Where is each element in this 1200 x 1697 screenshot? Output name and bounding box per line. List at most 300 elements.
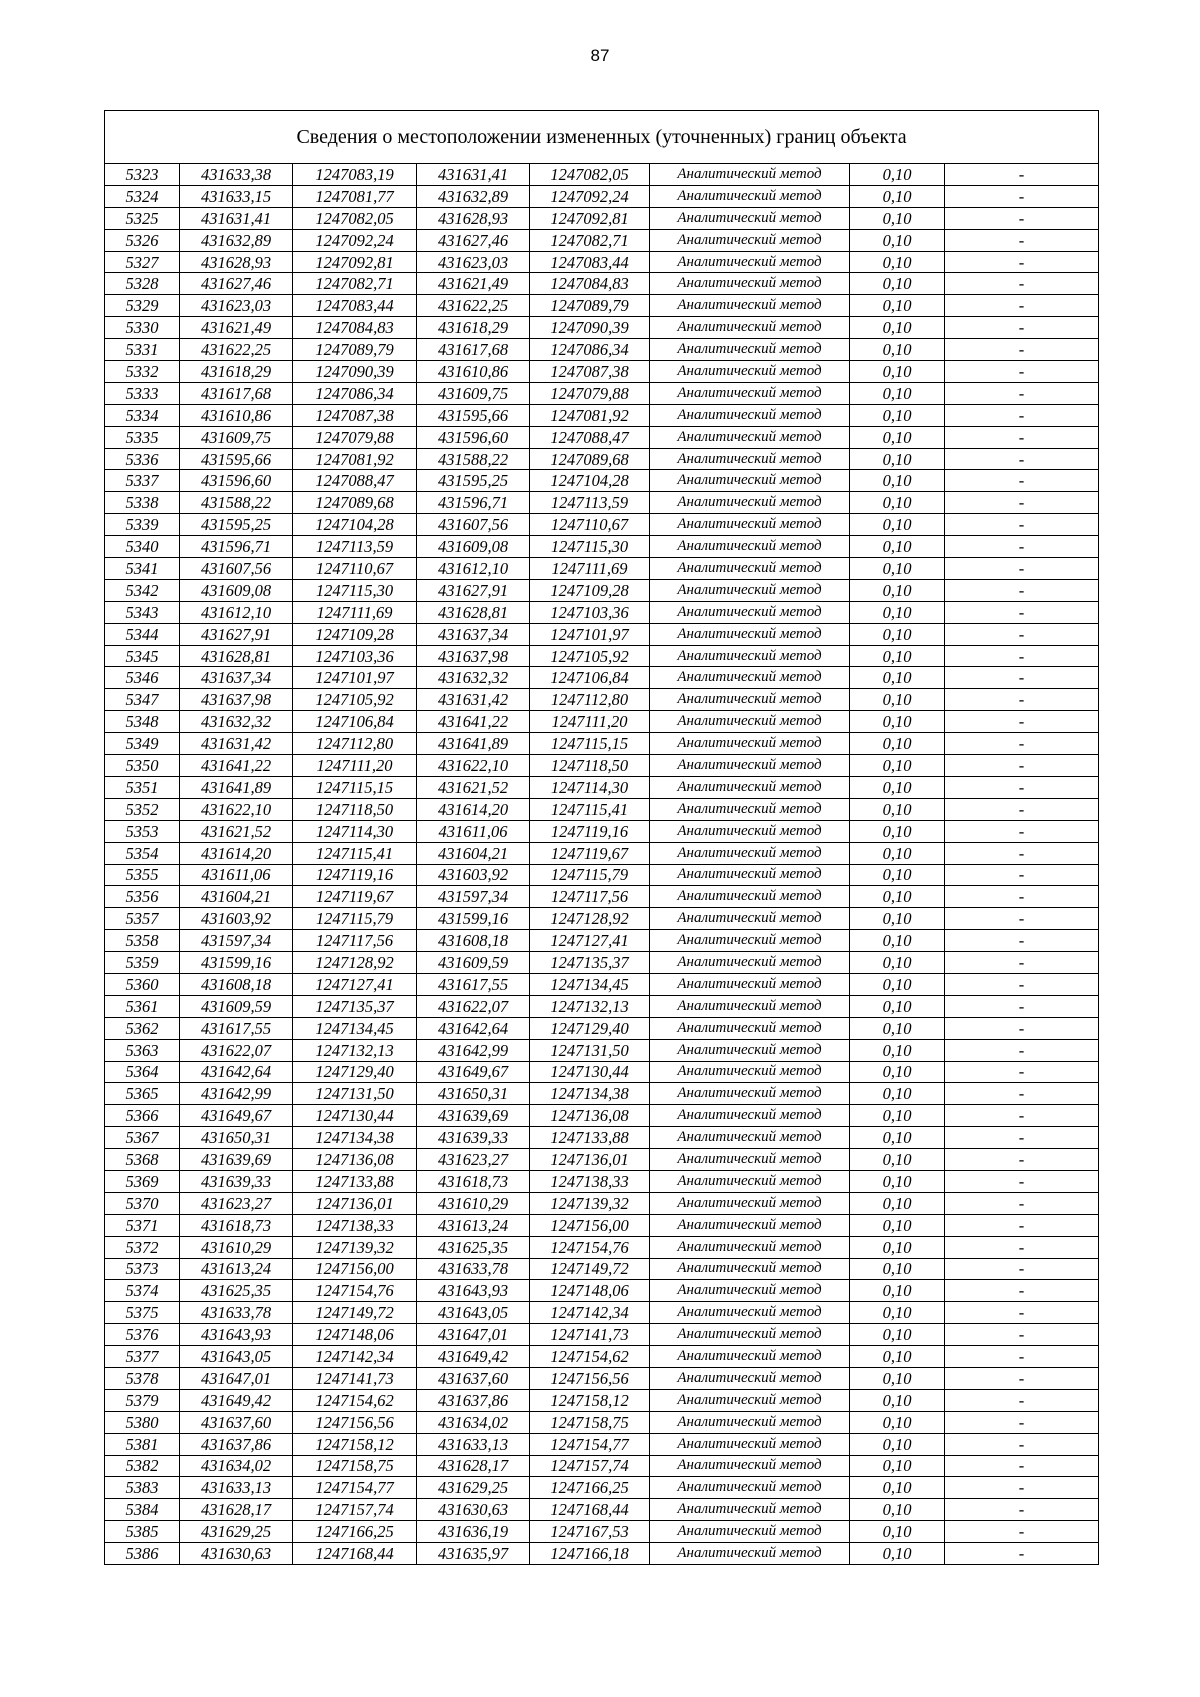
cell-point-number: 5385 bbox=[105, 1521, 180, 1543]
table-row bbox=[105, 1083, 1099, 1105]
cell-y-old: 1247154,77 bbox=[293, 1477, 417, 1499]
cell-x-new: 431641,89 bbox=[417, 733, 530, 755]
cell-accuracy: 0,10 bbox=[850, 1521, 945, 1543]
table-row bbox=[105, 1061, 1099, 1083]
cell-y-new: 1247082,05 bbox=[530, 164, 650, 186]
cell-x-old: 431604,21 bbox=[180, 886, 293, 908]
cell-method: Аналитический метод bbox=[650, 645, 850, 667]
table-title-row bbox=[105, 111, 1099, 164]
cell-y-new: 1247119,67 bbox=[530, 842, 650, 864]
table-row bbox=[105, 645, 1099, 667]
cell-x-new: 431595,66 bbox=[417, 404, 530, 426]
cell-x-new: 431630,63 bbox=[417, 1499, 530, 1521]
cell-y-old: 1247129,40 bbox=[293, 1061, 417, 1083]
cell-x-new: 431617,68 bbox=[417, 339, 530, 361]
cell-x-new: 431647,01 bbox=[417, 1324, 530, 1346]
cell-x-new: 431627,46 bbox=[417, 229, 530, 251]
cell-method: Аналитический метод bbox=[650, 164, 850, 186]
cell-y-old: 1247084,83 bbox=[293, 317, 417, 339]
cell-accuracy: 0,10 bbox=[850, 623, 945, 645]
cell-method: Аналитический метод bbox=[650, 973, 850, 995]
cell-y-old: 1247109,28 bbox=[293, 623, 417, 645]
cell-x-new: 431637,34 bbox=[417, 623, 530, 645]
cell-x-new: 431629,25 bbox=[417, 1477, 530, 1499]
cell-point-number: 5382 bbox=[105, 1455, 180, 1477]
cell-method: Аналитический метод bbox=[650, 1367, 850, 1389]
table-row bbox=[105, 229, 1099, 251]
cell-y-old: 1247130,44 bbox=[293, 1105, 417, 1127]
cell-accuracy: 0,10 bbox=[850, 1258, 945, 1280]
cell-y-new: 1247136,01 bbox=[530, 1149, 650, 1171]
cell-description: - bbox=[945, 1192, 1099, 1214]
cell-y-old: 1247111,20 bbox=[293, 755, 417, 777]
cell-y-old: 1247115,15 bbox=[293, 776, 417, 798]
cell-description: - bbox=[945, 1367, 1099, 1389]
cell-method: Аналитический метод bbox=[650, 1127, 850, 1149]
table-row bbox=[105, 1455, 1099, 1477]
cell-x-old: 431607,56 bbox=[180, 558, 293, 580]
cell-x-new: 431618,73 bbox=[417, 1170, 530, 1192]
cell-description: - bbox=[945, 952, 1099, 974]
cell-x-new: 431623,03 bbox=[417, 251, 530, 273]
cell-x-old: 431633,15 bbox=[180, 185, 293, 207]
cell-y-new: 1247154,76 bbox=[530, 1236, 650, 1258]
cell-x-new: 431623,27 bbox=[417, 1149, 530, 1171]
cell-description: - bbox=[945, 295, 1099, 317]
cell-x-new: 431649,42 bbox=[417, 1346, 530, 1368]
table-row bbox=[105, 558, 1099, 580]
cell-x-old: 431610,29 bbox=[180, 1236, 293, 1258]
cell-x-old: 431612,10 bbox=[180, 601, 293, 623]
cell-description: - bbox=[945, 711, 1099, 733]
table-row bbox=[105, 164, 1099, 186]
cell-method: Аналитический метод bbox=[650, 1477, 850, 1499]
cell-x-old: 431628,81 bbox=[180, 645, 293, 667]
cell-y-old: 1247131,50 bbox=[293, 1083, 417, 1105]
table-row bbox=[105, 1258, 1099, 1280]
cell-point-number: 5332 bbox=[105, 361, 180, 383]
cell-x-new: 431596,71 bbox=[417, 492, 530, 514]
cell-x-old: 431609,59 bbox=[180, 995, 293, 1017]
cell-x-old: 431617,68 bbox=[180, 382, 293, 404]
cell-x-new: 431637,60 bbox=[417, 1367, 530, 1389]
table-row bbox=[105, 251, 1099, 273]
cell-description: - bbox=[945, 1499, 1099, 1521]
cell-point-number: 5378 bbox=[105, 1367, 180, 1389]
cell-x-old: 431614,20 bbox=[180, 842, 293, 864]
cell-y-new: 1247103,36 bbox=[530, 601, 650, 623]
cell-y-new: 1247158,12 bbox=[530, 1389, 650, 1411]
cell-point-number: 5333 bbox=[105, 382, 180, 404]
cell-accuracy: 0,10 bbox=[850, 579, 945, 601]
cell-y-new: 1247082,71 bbox=[530, 229, 650, 251]
cell-y-old: 1247079,88 bbox=[293, 426, 417, 448]
table-row bbox=[105, 733, 1099, 755]
cell-x-new: 431636,19 bbox=[417, 1521, 530, 1543]
cell-accuracy: 0,10 bbox=[850, 1127, 945, 1149]
table-row bbox=[105, 339, 1099, 361]
cell-method: Аналитический метод bbox=[650, 733, 850, 755]
cell-y-new: 1247148,06 bbox=[530, 1280, 650, 1302]
cell-accuracy: 0,10 bbox=[850, 514, 945, 536]
table-row bbox=[105, 536, 1099, 558]
cell-x-old: 431631,42 bbox=[180, 733, 293, 755]
table-row bbox=[105, 273, 1099, 295]
cell-method: Аналитический метод bbox=[650, 623, 850, 645]
cell-point-number: 5328 bbox=[105, 273, 180, 295]
cell-point-number: 5381 bbox=[105, 1433, 180, 1455]
cell-point-number: 5365 bbox=[105, 1083, 180, 1105]
cell-description: - bbox=[945, 820, 1099, 842]
cell-y-new: 1247089,79 bbox=[530, 295, 650, 317]
cell-description: - bbox=[945, 536, 1099, 558]
cell-point-number: 5352 bbox=[105, 798, 180, 820]
cell-y-new: 1247079,88 bbox=[530, 382, 650, 404]
cell-point-number: 5330 bbox=[105, 317, 180, 339]
cell-x-new: 431627,91 bbox=[417, 579, 530, 601]
table-row bbox=[105, 623, 1099, 645]
cell-point-number: 5323 bbox=[105, 164, 180, 186]
cell-method: Аналитический метод bbox=[650, 1543, 850, 1565]
cell-x-new: 431649,67 bbox=[417, 1061, 530, 1083]
cell-y-old: 1247157,74 bbox=[293, 1499, 417, 1521]
table-row bbox=[105, 1127, 1099, 1149]
cell-x-old: 431627,46 bbox=[180, 273, 293, 295]
cell-method: Аналитический метод bbox=[650, 1521, 850, 1543]
cell-method: Аналитический метод bbox=[650, 842, 850, 864]
cell-accuracy: 0,10 bbox=[850, 1411, 945, 1433]
cell-method: Аналитический метод bbox=[650, 1192, 850, 1214]
cell-x-old: 431609,75 bbox=[180, 426, 293, 448]
cell-x-new: 431628,17 bbox=[417, 1455, 530, 1477]
cell-point-number: 5348 bbox=[105, 711, 180, 733]
table-row bbox=[105, 579, 1099, 601]
cell-y-new: 1247139,32 bbox=[530, 1192, 650, 1214]
cell-x-old: 431621,49 bbox=[180, 317, 293, 339]
cell-point-number: 5344 bbox=[105, 623, 180, 645]
cell-method: Аналитический метод bbox=[650, 820, 850, 842]
cell-y-old: 1247141,73 bbox=[293, 1367, 417, 1389]
cell-accuracy: 0,10 bbox=[850, 995, 945, 1017]
cell-x-old: 431637,86 bbox=[180, 1433, 293, 1455]
cell-method: Аналитический метод bbox=[650, 1324, 850, 1346]
cell-point-number: 5341 bbox=[105, 558, 180, 580]
cell-y-new: 1247089,68 bbox=[530, 448, 650, 470]
cell-description: - bbox=[945, 1543, 1099, 1565]
cell-description: - bbox=[945, 973, 1099, 995]
cell-point-number: 5374 bbox=[105, 1280, 180, 1302]
cell-point-number: 5329 bbox=[105, 295, 180, 317]
cell-x-old: 431622,07 bbox=[180, 1039, 293, 1061]
cell-method: Аналитический метод bbox=[650, 908, 850, 930]
cell-accuracy: 0,10 bbox=[850, 1346, 945, 1368]
cell-y-new: 1247109,28 bbox=[530, 579, 650, 601]
cell-description: - bbox=[945, 514, 1099, 536]
cell-x-old: 431613,24 bbox=[180, 1258, 293, 1280]
cell-description: - bbox=[945, 1324, 1099, 1346]
cell-x-old: 431633,78 bbox=[180, 1302, 293, 1324]
table-body bbox=[105, 164, 1099, 1565]
cell-x-new: 431631,41 bbox=[417, 164, 530, 186]
cell-x-old: 431618,73 bbox=[180, 1214, 293, 1236]
cell-point-number: 5363 bbox=[105, 1039, 180, 1061]
table-row bbox=[105, 1236, 1099, 1258]
cell-description: - bbox=[945, 1127, 1099, 1149]
cell-y-new: 1247156,00 bbox=[530, 1214, 650, 1236]
cell-point-number: 5339 bbox=[105, 514, 180, 536]
cell-method: Аналитический метод bbox=[650, 1433, 850, 1455]
table-row bbox=[105, 1324, 1099, 1346]
cell-x-new: 431634,02 bbox=[417, 1411, 530, 1433]
cell-y-new: 1247166,18 bbox=[530, 1543, 650, 1565]
cell-point-number: 5334 bbox=[105, 404, 180, 426]
table-row bbox=[105, 1192, 1099, 1214]
cell-x-new: 431637,98 bbox=[417, 645, 530, 667]
cell-x-old: 431595,25 bbox=[180, 514, 293, 536]
cell-accuracy: 0,10 bbox=[850, 1083, 945, 1105]
cell-accuracy: 0,10 bbox=[850, 164, 945, 186]
cell-method: Аналитический метод bbox=[650, 1017, 850, 1039]
cell-y-new: 1247167,53 bbox=[530, 1521, 650, 1543]
cell-x-old: 431649,42 bbox=[180, 1389, 293, 1411]
cell-accuracy: 0,10 bbox=[850, 820, 945, 842]
cell-y-old: 1247089,79 bbox=[293, 339, 417, 361]
cell-point-number: 5370 bbox=[105, 1192, 180, 1214]
cell-accuracy: 0,10 bbox=[850, 689, 945, 711]
cell-point-number: 5384 bbox=[105, 1499, 180, 1521]
cell-x-new: 431642,64 bbox=[417, 1017, 530, 1039]
cell-point-number: 5335 bbox=[105, 426, 180, 448]
cell-accuracy: 0,10 bbox=[850, 1061, 945, 1083]
cell-point-number: 5354 bbox=[105, 842, 180, 864]
cell-method: Аналитический метод bbox=[650, 1236, 850, 1258]
cell-x-new: 431639,33 bbox=[417, 1127, 530, 1149]
cell-point-number: 5361 bbox=[105, 995, 180, 1017]
cell-method: Аналитический метод bbox=[650, 864, 850, 886]
table-row bbox=[105, 426, 1099, 448]
table-row bbox=[105, 1543, 1099, 1565]
cell-x-old: 431647,01 bbox=[180, 1367, 293, 1389]
cell-point-number: 5351 bbox=[105, 776, 180, 798]
cell-point-number: 5368 bbox=[105, 1149, 180, 1171]
cell-accuracy: 0,10 bbox=[850, 733, 945, 755]
cell-x-new: 431611,06 bbox=[417, 820, 530, 842]
cell-accuracy: 0,10 bbox=[850, 1499, 945, 1521]
cell-accuracy: 0,10 bbox=[850, 973, 945, 995]
cell-y-new: 1247111,20 bbox=[530, 711, 650, 733]
table-row bbox=[105, 514, 1099, 536]
cell-y-old: 1247132,13 bbox=[293, 1039, 417, 1061]
cell-method: Аналитический метод bbox=[650, 448, 850, 470]
cell-x-new: 431633,78 bbox=[417, 1258, 530, 1280]
cell-y-new: 1247154,62 bbox=[530, 1346, 650, 1368]
cell-y-new: 1247131,50 bbox=[530, 1039, 650, 1061]
cell-accuracy: 0,10 bbox=[850, 536, 945, 558]
cell-point-number: 5353 bbox=[105, 820, 180, 842]
cell-method: Аналитический метод bbox=[650, 492, 850, 514]
cell-y-new: 1247134,38 bbox=[530, 1083, 650, 1105]
cell-accuracy: 0,10 bbox=[850, 798, 945, 820]
cell-y-new: 1247133,88 bbox=[530, 1127, 650, 1149]
cell-y-old: 1247154,76 bbox=[293, 1280, 417, 1302]
cell-x-old: 431631,41 bbox=[180, 207, 293, 229]
cell-x-old: 431627,91 bbox=[180, 623, 293, 645]
cell-x-old: 431639,69 bbox=[180, 1149, 293, 1171]
cell-x-new: 431625,35 bbox=[417, 1236, 530, 1258]
cell-y-old: 1247138,33 bbox=[293, 1214, 417, 1236]
cell-x-old: 431623,03 bbox=[180, 295, 293, 317]
cell-method: Аналитический метод bbox=[650, 229, 850, 251]
cell-point-number: 5383 bbox=[105, 1477, 180, 1499]
cell-point-number: 5325 bbox=[105, 207, 180, 229]
cell-x-old: 431629,25 bbox=[180, 1521, 293, 1543]
cell-description: - bbox=[945, 667, 1099, 689]
cell-y-old: 1247133,88 bbox=[293, 1170, 417, 1192]
cell-x-new: 431613,24 bbox=[417, 1214, 530, 1236]
cell-y-old: 1247106,84 bbox=[293, 711, 417, 733]
cell-accuracy: 0,10 bbox=[850, 1280, 945, 1302]
cell-x-new: 431632,32 bbox=[417, 667, 530, 689]
cell-description: - bbox=[945, 798, 1099, 820]
cell-description: - bbox=[945, 164, 1099, 186]
cell-y-old: 1247156,00 bbox=[293, 1258, 417, 1280]
cell-x-old: 431630,63 bbox=[180, 1543, 293, 1565]
cell-x-new: 431597,34 bbox=[417, 886, 530, 908]
cell-description: - bbox=[945, 317, 1099, 339]
table-row bbox=[105, 930, 1099, 952]
cell-method: Аналитический метод bbox=[650, 295, 850, 317]
page-number: 87 bbox=[590, 46, 610, 65]
cell-x-old: 431622,10 bbox=[180, 798, 293, 820]
cell-x-old: 431618,29 bbox=[180, 361, 293, 383]
cell-method: Аналитический метод bbox=[650, 1411, 850, 1433]
cell-x-new: 431621,49 bbox=[417, 273, 530, 295]
cell-y-old: 1247089,68 bbox=[293, 492, 417, 514]
cell-point-number: 5327 bbox=[105, 251, 180, 273]
cell-description: - bbox=[945, 579, 1099, 601]
cell-point-number: 5380 bbox=[105, 1411, 180, 1433]
cell-x-new: 431603,92 bbox=[417, 864, 530, 886]
cell-description: - bbox=[945, 361, 1099, 383]
cell-x-new: 431607,56 bbox=[417, 514, 530, 536]
cell-x-new: 431628,93 bbox=[417, 207, 530, 229]
cell-method: Аналитический метод bbox=[650, 317, 850, 339]
cell-x-new: 431632,89 bbox=[417, 185, 530, 207]
cell-description: - bbox=[945, 645, 1099, 667]
table-row bbox=[105, 1521, 1099, 1543]
cell-method: Аналитический метод bbox=[650, 1499, 850, 1521]
cell-description: - bbox=[945, 1149, 1099, 1171]
cell-description: - bbox=[945, 995, 1099, 1017]
cell-description: - bbox=[945, 1455, 1099, 1477]
cell-y-new: 1247149,72 bbox=[530, 1258, 650, 1280]
cell-accuracy: 0,10 bbox=[850, 295, 945, 317]
cell-y-old: 1247115,79 bbox=[293, 908, 417, 930]
cell-method: Аналитический метод bbox=[650, 536, 850, 558]
cell-method: Аналитический метод bbox=[650, 251, 850, 273]
cell-accuracy: 0,10 bbox=[850, 1477, 945, 1499]
table-row bbox=[105, 842, 1099, 864]
cell-x-old: 431611,06 bbox=[180, 864, 293, 886]
cell-x-old: 431628,93 bbox=[180, 251, 293, 273]
cell-point-number: 5379 bbox=[105, 1389, 180, 1411]
cell-description: - bbox=[945, 886, 1099, 908]
cell-description: - bbox=[945, 207, 1099, 229]
cell-point-number: 5366 bbox=[105, 1105, 180, 1127]
cell-accuracy: 0,10 bbox=[850, 448, 945, 470]
cell-description: - bbox=[945, 448, 1099, 470]
cell-x-old: 431641,89 bbox=[180, 776, 293, 798]
cell-x-old: 431637,98 bbox=[180, 689, 293, 711]
cell-point-number: 5326 bbox=[105, 229, 180, 251]
cell-description: - bbox=[945, 470, 1099, 492]
cell-accuracy: 0,10 bbox=[850, 1433, 945, 1455]
cell-x-old: 431650,31 bbox=[180, 1127, 293, 1149]
cell-y-old: 1247134,45 bbox=[293, 1017, 417, 1039]
table-row bbox=[105, 448, 1099, 470]
cell-description: - bbox=[945, 1039, 1099, 1061]
cell-x-new: 431614,20 bbox=[417, 798, 530, 820]
cell-description: - bbox=[945, 1258, 1099, 1280]
cell-method: Аналитический метод bbox=[650, 558, 850, 580]
cell-description: - bbox=[945, 1236, 1099, 1258]
cell-x-old: 431588,22 bbox=[180, 492, 293, 514]
cell-method: Аналитический метод bbox=[650, 426, 850, 448]
cell-y-new: 1247101,97 bbox=[530, 623, 650, 645]
cell-x-old: 431596,71 bbox=[180, 536, 293, 558]
cell-method: Аналитический метод bbox=[650, 1039, 850, 1061]
cell-description: - bbox=[945, 776, 1099, 798]
cell-method: Аналитический метод bbox=[650, 1302, 850, 1324]
cell-accuracy: 0,10 bbox=[850, 1324, 945, 1346]
cell-accuracy: 0,10 bbox=[850, 1389, 945, 1411]
cell-description: - bbox=[945, 558, 1099, 580]
cell-y-new: 1247106,84 bbox=[530, 667, 650, 689]
cell-accuracy: 0,10 bbox=[850, 185, 945, 207]
cell-x-new: 431610,86 bbox=[417, 361, 530, 383]
cell-accuracy: 0,10 bbox=[850, 229, 945, 251]
cell-accuracy: 0,10 bbox=[850, 755, 945, 777]
cell-point-number: 5386 bbox=[105, 1543, 180, 1565]
cell-accuracy: 0,10 bbox=[850, 492, 945, 514]
cell-point-number: 5358 bbox=[105, 930, 180, 952]
cell-y-old: 1247166,25 bbox=[293, 1521, 417, 1543]
cell-y-new: 1247135,37 bbox=[530, 952, 650, 974]
cell-accuracy: 0,10 bbox=[850, 886, 945, 908]
cell-point-number: 5377 bbox=[105, 1346, 180, 1368]
table-row bbox=[105, 711, 1099, 733]
cell-x-new: 431609,59 bbox=[417, 952, 530, 974]
table-row bbox=[105, 1389, 1099, 1411]
table-row bbox=[105, 1411, 1099, 1433]
cell-description: - bbox=[945, 1280, 1099, 1302]
cell-method: Аналитический метод bbox=[650, 776, 850, 798]
cell-accuracy: 0,10 bbox=[850, 1543, 945, 1565]
cell-description: - bbox=[945, 623, 1099, 645]
cell-y-old: 1247119,16 bbox=[293, 864, 417, 886]
boundary-coordinates-table bbox=[104, 110, 1099, 1565]
cell-y-old: 1247154,62 bbox=[293, 1389, 417, 1411]
table-row bbox=[105, 295, 1099, 317]
table-row bbox=[105, 776, 1099, 798]
table-row bbox=[105, 382, 1099, 404]
cell-x-new: 431595,25 bbox=[417, 470, 530, 492]
cell-y-old: 1247113,59 bbox=[293, 536, 417, 558]
cell-x-new: 431642,99 bbox=[417, 1039, 530, 1061]
cell-accuracy: 0,10 bbox=[850, 601, 945, 623]
cell-method: Аналитический метод bbox=[650, 273, 850, 295]
cell-y-new: 1247129,40 bbox=[530, 1017, 650, 1039]
